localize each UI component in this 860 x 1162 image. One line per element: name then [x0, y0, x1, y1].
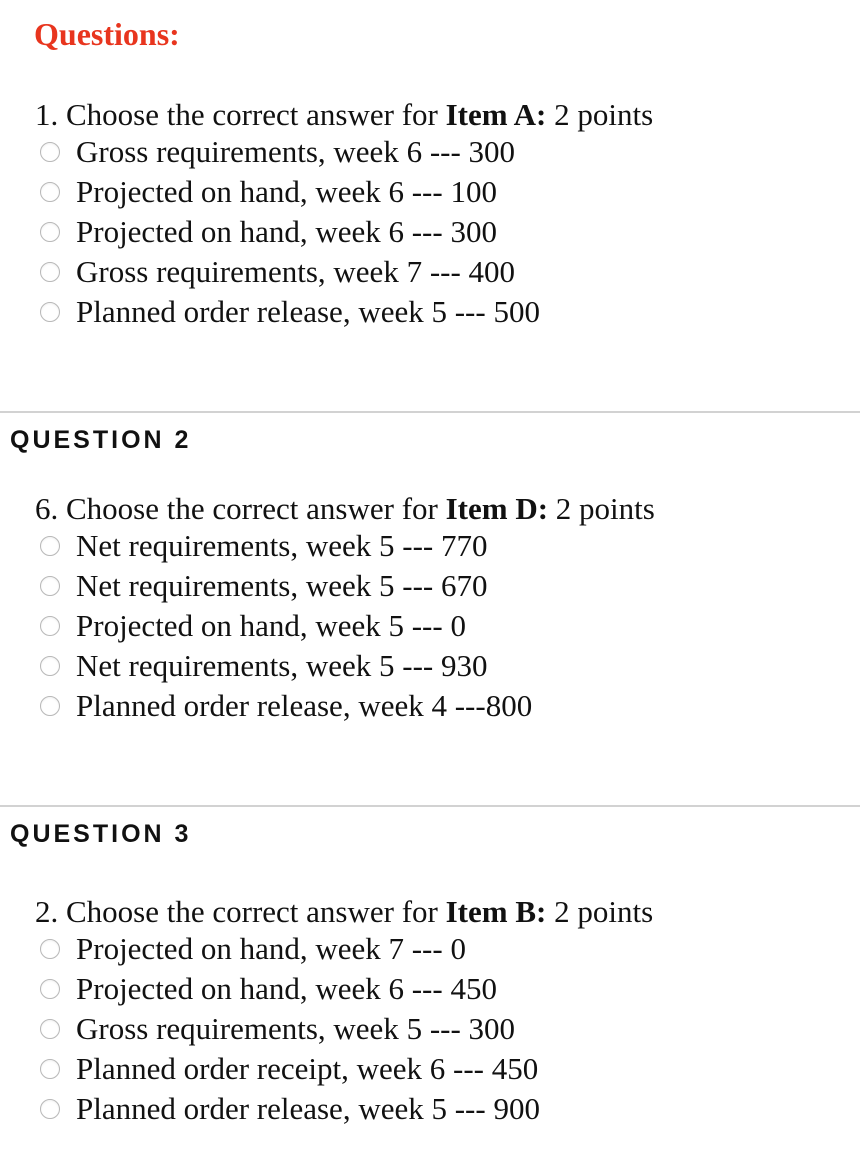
question-2-option-3[interactable]: [40, 606, 466, 646]
option-label: Gross requirements, week 5 --- 300: [76, 1011, 516, 1046]
option-label: Planned order receipt, week 6 --- 450: [76, 1051, 539, 1086]
question-2-option-4[interactable]: [40, 646, 487, 686]
radio-button[interactable]: [40, 262, 60, 282]
radio-button[interactable]: [40, 222, 60, 242]
option-label: Projected on hand, week 6 --- 100: [76, 174, 497, 209]
radio-button[interactable]: [40, 536, 60, 556]
radio-button[interactable]: [40, 1019, 60, 1039]
section-label-question-2: QUESTION 2: [10, 426, 192, 454]
question-text: Choose the correct answer for: [66, 491, 446, 526]
question-3-option-4[interactable]: [40, 1049, 538, 1089]
section-divider: [0, 805, 860, 807]
option-label: Planned order release, week 4 ---800: [76, 688, 533, 723]
option-label: Projected on hand, week 6 --- 300: [76, 214, 497, 249]
option-label: Net requirements, week 5 --- 770: [76, 528, 488, 563]
question-item: Item B:: [445, 894, 547, 929]
radio-button[interactable]: [40, 142, 60, 162]
option-label: Projected on hand, week 7 --- 0: [76, 931, 466, 966]
option-label: Projected on hand, week 5 --- 0: [76, 608, 466, 643]
option-label: Projected on hand, week 6 --- 450: [76, 971, 497, 1006]
radio-button[interactable]: [40, 656, 60, 676]
radio-button[interactable]: [40, 1059, 60, 1079]
question-1-option-2[interactable]: [40, 172, 497, 212]
question-3-option-5[interactable]: [40, 1089, 540, 1129]
question-2-option-5[interactable]: [40, 686, 532, 726]
question-text: Choose the correct answer for: [66, 894, 446, 929]
option-label: Planned order release, week 5 --- 500: [76, 294, 540, 329]
option-label: Net requirements, week 5 --- 930: [76, 648, 488, 683]
section-label-question-3: QUESTION 3: [10, 820, 192, 848]
question-1-prompt: [35, 96, 653, 134]
question-points: 2 points: [548, 491, 655, 526]
question-points: 2 points: [546, 894, 654, 929]
option-label: Gross requirements, week 7 --- 400: [76, 254, 516, 289]
question-1-option-3[interactable]: [40, 212, 497, 252]
question-points: 2 points: [546, 97, 654, 132]
radio-button[interactable]: [40, 979, 60, 999]
radio-button[interactable]: [40, 939, 60, 959]
radio-button[interactable]: [40, 576, 60, 596]
radio-button[interactable]: [40, 696, 60, 716]
page-title: Questions:: [34, 16, 180, 52]
question-3-option-3[interactable]: [40, 1009, 515, 1049]
question-number: 1.: [35, 97, 66, 132]
radio-button[interactable]: [40, 1099, 60, 1119]
question-1-option-5[interactable]: [40, 292, 540, 332]
radio-button[interactable]: [40, 302, 60, 322]
option-label: Planned order release, week 5 --- 900: [76, 1091, 540, 1126]
question-text: Choose the correct answer for: [66, 97, 446, 132]
question-1-option-1[interactable]: [40, 132, 515, 172]
question-3-prompt: [35, 893, 653, 931]
question-3-option-1[interactable]: [40, 929, 466, 969]
option-label: Net requirements, week 5 --- 670: [76, 568, 488, 603]
section-divider: [0, 411, 860, 413]
question-item: Item D:: [445, 491, 549, 526]
radio-button[interactable]: [40, 616, 60, 636]
question-2-prompt: [35, 490, 655, 528]
question-number: 6.: [35, 491, 66, 526]
question-2-option-2[interactable]: [40, 566, 487, 606]
question-2-option-1[interactable]: [40, 526, 487, 566]
question-3-option-2[interactable]: [40, 969, 497, 1009]
question-1-option-4[interactable]: [40, 252, 515, 292]
option-label: Gross requirements, week 6 --- 300: [76, 134, 516, 169]
question-item: Item A:: [445, 97, 547, 132]
radio-button[interactable]: [40, 182, 60, 202]
question-number: 2.: [35, 894, 66, 929]
